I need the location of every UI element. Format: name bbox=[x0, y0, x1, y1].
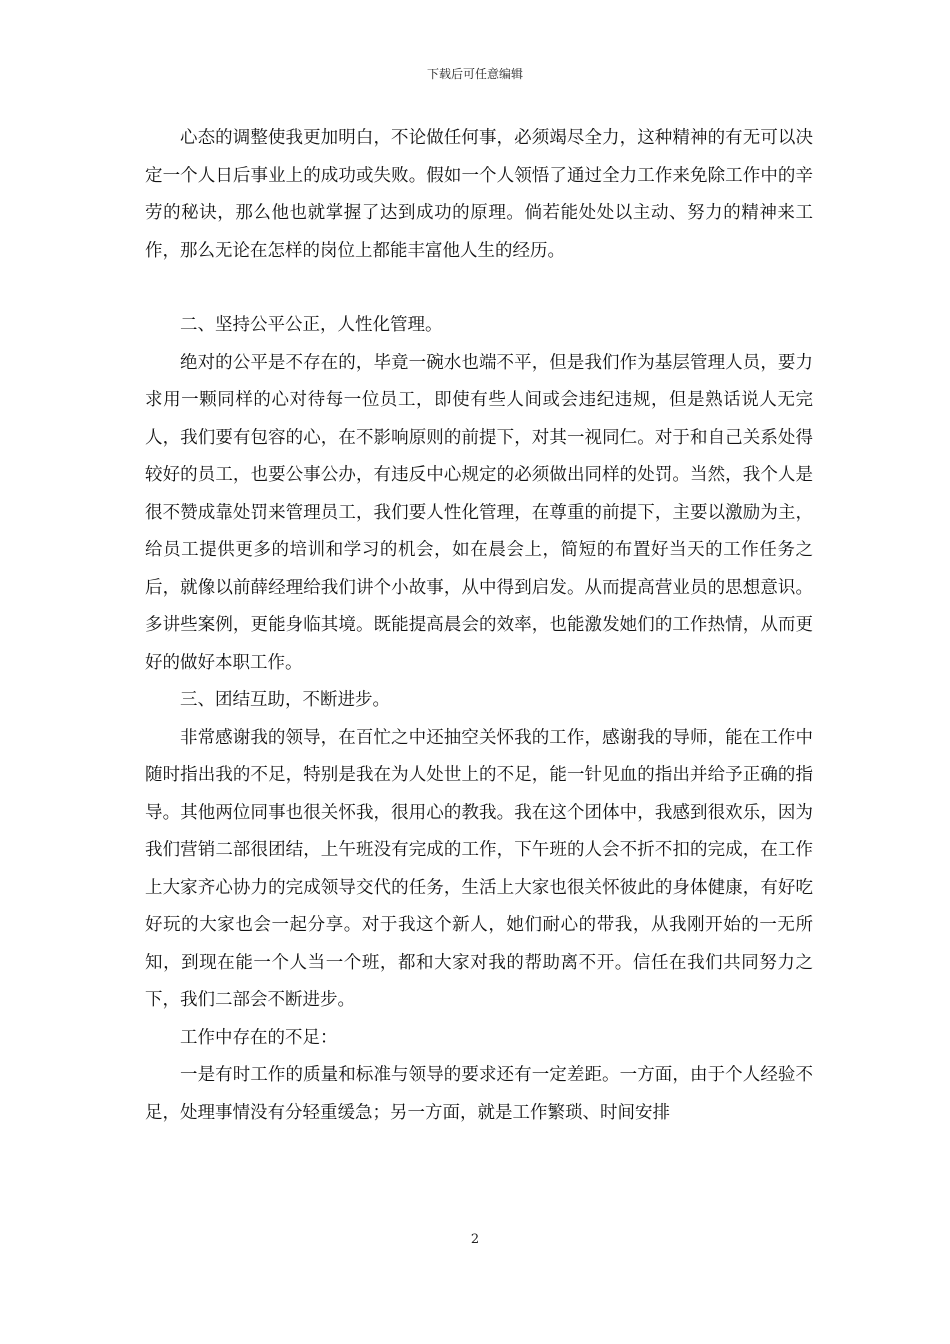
paragraph-teamwork: 非常感谢我的领导，在百忙之中还抽空关怀我的工作，感谢我的导师，能在工作中随时指出我的不足，特别是我在为人处世上的不足，能一针见血的指出并给予正确的指导。其他两位同事也很关怀我，很用心的教我。我在这个团体中，我感到很欢乐，因为我们营销二部很团结，上午班没有完成的工作，下午班的人会不折不扣的完成，在工作上大家齐心协力的完成领导交代的任务，生活上大家也很关怀彼此的身体健康，有好吃好玩的大家也会一起分享。对于我这个新人，她们耐心的带我，从我刚开始的一无所知，到现在能一个人当一个班，都和大家对我的帮助离不开。信任在我们共同努力之下，我们二部会不断进步。 bbox=[145, 727, 813, 1010]
page-number: 2 bbox=[470, 1232, 480, 1247]
section-heading-shortcomings: 工作中存在的不足： bbox=[180, 1027, 338, 1048]
paragraph-attitude: 心态的调整使我更加明白，不论做任何事，必须竭尽全力，这种精神的有无可以决定一个人日后事业上的成功或失败。假如一个人领悟了通过全力工作来免除工作中的辛劳的秘诀，那么他也就掌握了达到成功的原理。倘若能处处以主动、努力的精神来工作，那么无论在怎样的岗位上都能丰富他人生的经历。 bbox=[145, 128, 813, 261]
paragraph-shortcomings: 一是有时工作的质量和标准与领导的要求还有一定差距。一方面，由于个人经验不足，处理事情没有分轻重缓急；另一方面，就是工作繁琐、时间安排 bbox=[145, 1065, 813, 1123]
page-header: 下载后可任意编辑 bbox=[426, 67, 523, 81]
section-heading-teamwork: 三、团结互助，不断进步。 bbox=[180, 690, 390, 710]
section-heading-fairness: 二、坚持公平公正，人性化管理。 bbox=[180, 315, 443, 335]
document-body bbox=[145, 120, 813, 1132]
paragraph-fairness: 绝对的公平是不存在的，毕竟一碗水也端不平，但是我们作为基层管理人员，要力求用一颗同样的心对待每一位员工，即使有些人间或会违纪违规，但是熟话说人无完人，我们要有包容的心，在不影响原则的前提下，对其一视同仁。对于和自己关系处得较好的员工，也要公事公办，有违反中心规定的必须做出同样的处罚。当然，我个人是很不赞成靠处罚来管理员工，我们要人性化管理，在尊重的前提下，主要以激励为主，给员工提供更多的培训和学习的机会，如在晨会上，简短的布置好当天的工作任务之后，就像以前薛经理给我们讲个小故事，从中得到启发。从而提高营业员的思想意识。多讲些案例，更能身临其境。既能提高晨会的效率，也能激发她们的工作热情，从而更好的做好本职工作。 bbox=[145, 352, 813, 673]
